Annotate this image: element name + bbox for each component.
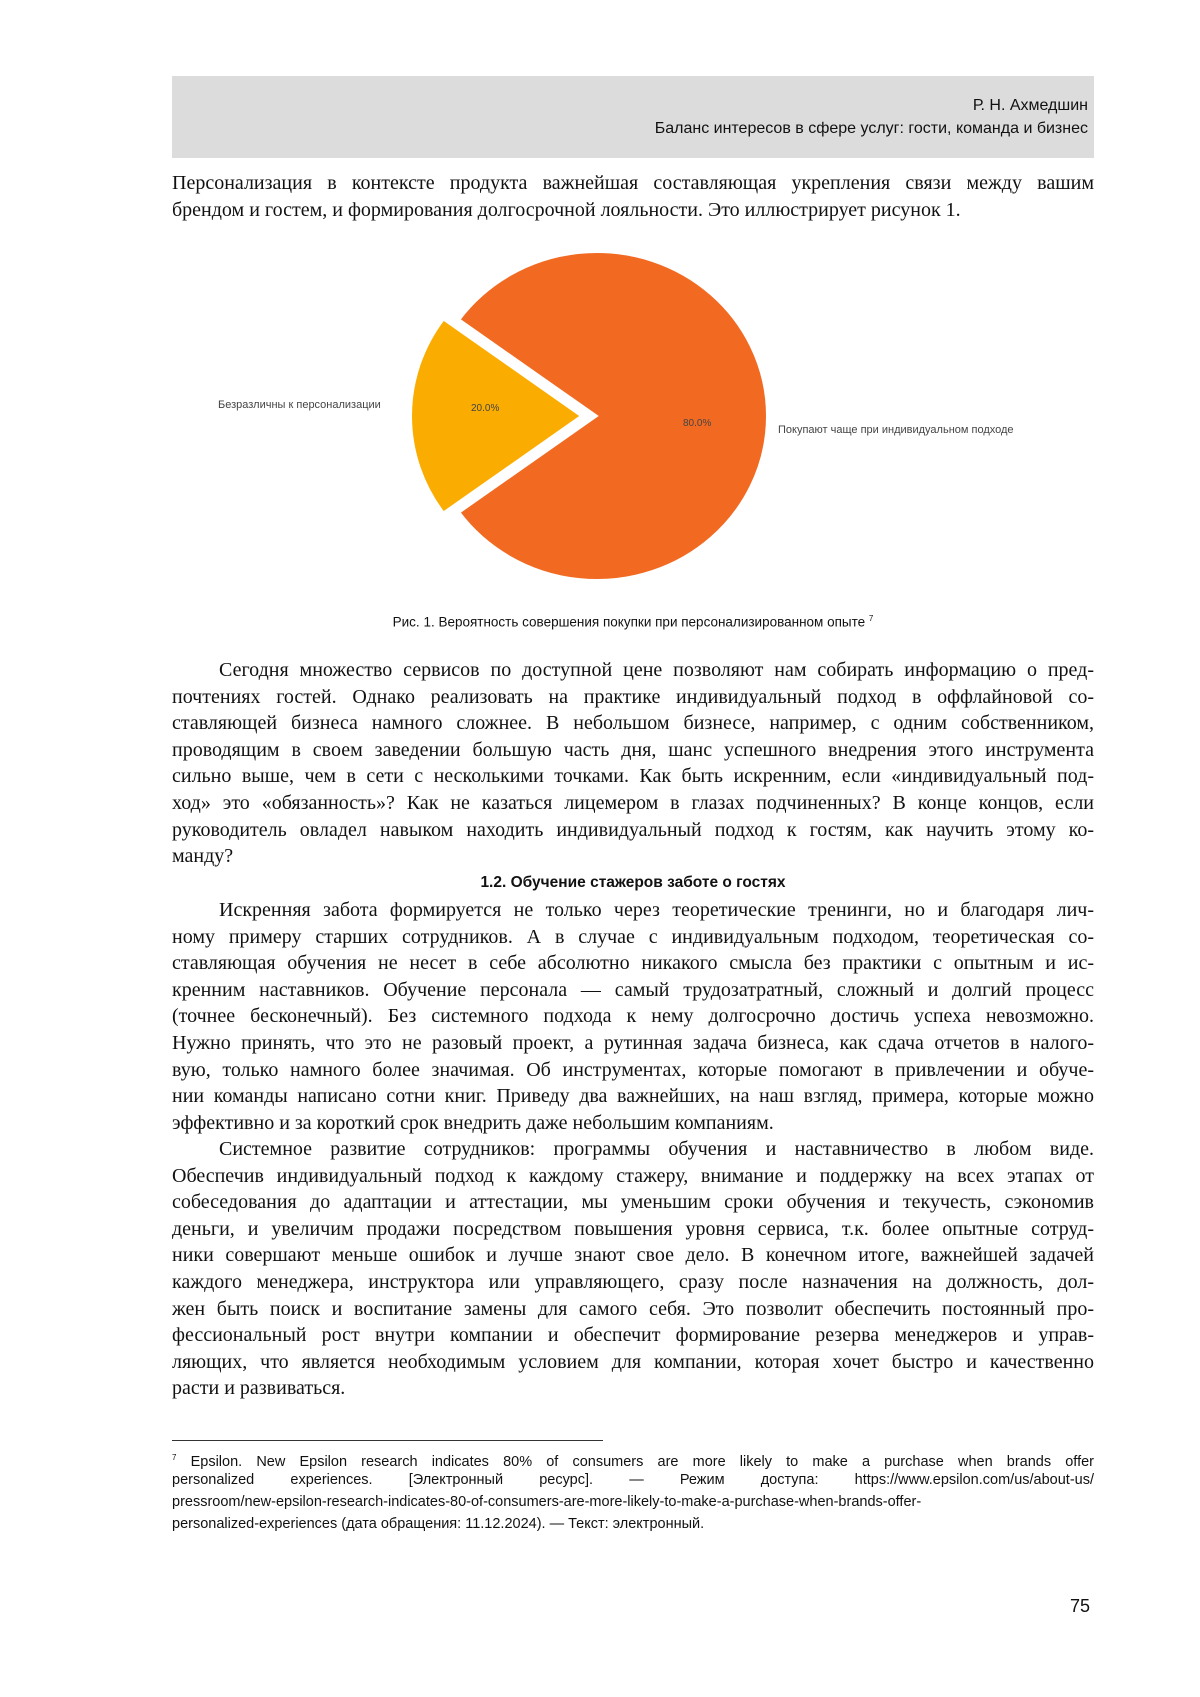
text-line: Сегодня множество сервисов по доступной цене позволяют нам собирать информацию о пред- <box>172 657 1094 684</box>
footnote-number: 7 <box>172 1453 176 1462</box>
text-line: Обеспечив индивидуальный подход к каждому стажеру, внимание и поддержку на всех этапах от <box>172 1163 1094 1190</box>
text-line: ляющих, что является необходимым условием для компании, которая хочет быстро и качественно <box>172 1349 1094 1376</box>
page-number: 75 <box>1070 1596 1090 1617</box>
text-line: деньги, и увеличим продажи посредством повышения уровня сервиса, т.к. более опытные сотруд- <box>172 1216 1094 1243</box>
section-heading: 1.2. Обучение стажеров заботе о гостях <box>172 874 1094 892</box>
paragraph-3 <box>172 897 1094 1136</box>
slice-label-indifferent: Безразличны к персонализации <box>218 399 381 411</box>
footnote-divider <box>172 1440 603 1441</box>
header-author: Р. Н. Ахмедшин <box>973 97 1088 115</box>
text-line: манду? <box>172 843 1094 870</box>
running-header <box>172 76 1094 158</box>
text-line: Нужно принять, что это не разовый проект, а рутинная задача бизнеса, как сдача отчетов в налого- <box>172 1030 1094 1057</box>
text-line: эффективно и за короткий срок внедрить даже небольшим компаниям. <box>172 1110 1094 1137</box>
text-line: фессиональный рост внутри компании и обеспечит формирование резерва менеджеров и управ- <box>172 1322 1094 1349</box>
text-line: ники совершают меньше ошибок и лучше знают свое дело. В конечном итоге, важнейшей задачей <box>172 1242 1094 1269</box>
footnote-ref: 7 <box>869 614 873 623</box>
text-line: ход» это «обязанность»? Как не казаться лицемером в глазах подчиненных? В конце концов, если <box>172 790 1094 817</box>
slice-label-buy-more: Покупают чаще при индивидуальном подходе <box>778 424 1014 436</box>
text-line: Персонализация в контексте продукта важнейшая составляющая укрепления связи между вашим <box>172 170 1094 197</box>
intro-paragraph <box>172 170 1094 223</box>
footnote-line: personalized-experiences (дата обращения: 11.12.2024). — Текст: электронный. <box>172 1513 1094 1535</box>
text-line: брендом и гостем, и формирования долгосрочной лояльности. Это иллюстрирует рисунок 1. <box>172 197 1094 224</box>
figure-caption <box>172 614 1094 630</box>
text-line: каждого менеджера, инструктора или управляющего, сразу после назначения на должность, дол- <box>172 1269 1094 1296</box>
footnote-line: pressroom/new-epsilon-research-indicates-80-of-consumers-are-more-likely-to-make-a-purchase-when-brands-offer- <box>172 1491 1094 1513</box>
text-line: ставляющей бизнеса намного сложнее. В небольшом бизнесе, например, с одним собственником, <box>172 710 1094 737</box>
text-line: почтениях гостей. Однако реализовать на практике индивидуальный подход в оффлайновой со- <box>172 684 1094 711</box>
text-line: вую, только намного более значимая. Об инструментах, которые помогают в привлечении и обуче- <box>172 1057 1094 1084</box>
text-line: собеседования до адаптации и аттестации, мы уменьшим сроки обучения и текучесть, сэкономив <box>172 1189 1094 1216</box>
footnote-line: Epsilon. New Epsilon research indicates 80% of consumers are more likely to make a purchase when brands offer <box>191 1454 1094 1470</box>
header-title: Баланс интересов в сфере услуг: гости, команда и бизнес <box>655 120 1088 138</box>
text-line: (точнее бесконечный). Без системного подхода к нему долгосрочно достичь успеха невозможно. <box>172 1003 1094 1030</box>
text-line: расти и развиваться. <box>172 1375 1094 1402</box>
footnote <box>172 1447 1094 1535</box>
text-line: Системное развитие сотрудников: программы обучения и наставничество в любом виде. <box>172 1136 1094 1163</box>
text-line: кренним наставников. Обучение персонала — самый трудозатратный, сложный и долгий процесс <box>172 977 1094 1004</box>
text-line: сильно выше, чем в сети с несколькими точками. Как быть искренним, если «индивидуальный под- <box>172 763 1094 790</box>
text-line: жен быть поиск и воспитание замены для самого себя. Это позволит обеспечить постоянный про- <box>172 1296 1094 1323</box>
footnote-line: personalized experiences. [Электронный ресурс]. — Режим доступа: https://www.epsilon.com/us/about-us/ <box>172 1469 1094 1491</box>
text-line: ному примеру старших сотрудников. А в случае с индивидуальным подходом, теоретическая со- <box>172 924 1094 951</box>
text-line: Искренняя забота формируется не только через теоретические тренинги, но и благодаря лич- <box>172 897 1094 924</box>
slice-value-indifferent: 20.0% <box>471 403 499 414</box>
figure-caption-text: Рис. 1. Вероятность совершения покупки при персонализированном опыте <box>393 615 866 630</box>
text-line: проводящим в своем заведении большую часть дня, шанс успешного внедрения этого инструмента <box>172 737 1094 764</box>
text-line: нии команды написано сотни книг. Приведу два важнейших, на наш взгляд, примера, которые можно <box>172 1083 1094 1110</box>
pie-chart <box>0 230 1200 600</box>
paragraph-4 <box>172 1136 1094 1402</box>
paragraph-2 <box>172 657 1094 870</box>
text-line: ставляющая обучения не несет в себе абсолютно никакого смысла без практики с опытным и ис- <box>172 950 1094 977</box>
slice-value-buy-more: 80.0% <box>683 418 711 429</box>
text-line: руководитель овладел навыком находить индивидуальный подход к гостям, как научить этому ко- <box>172 817 1094 844</box>
